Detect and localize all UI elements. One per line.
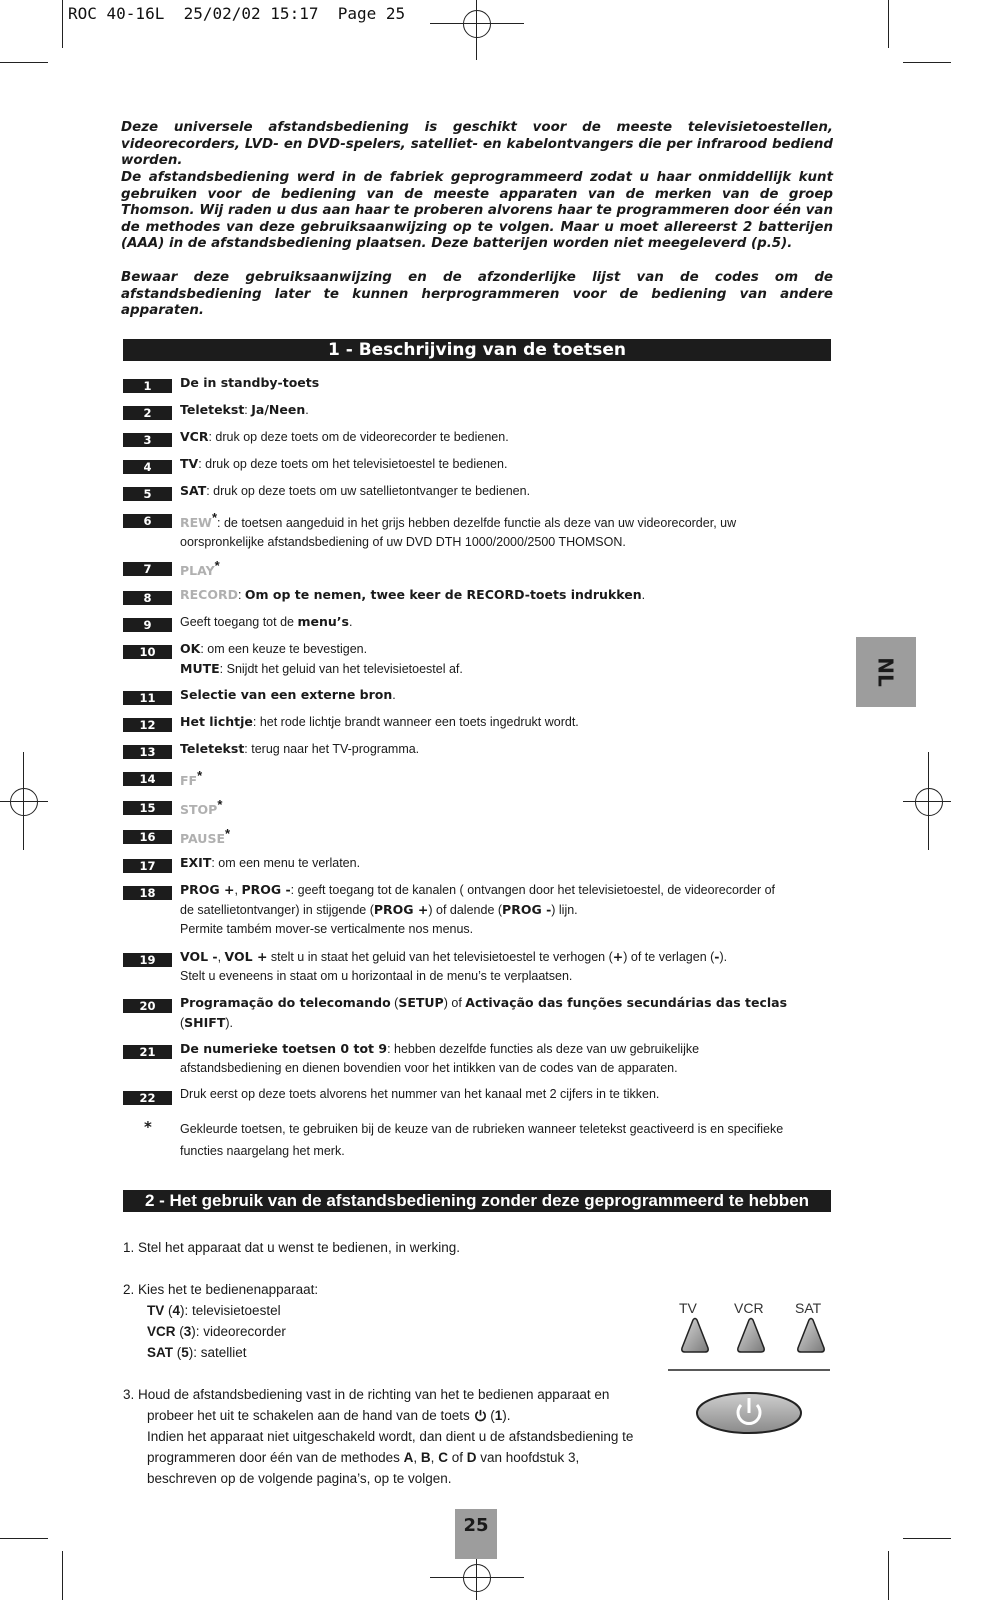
key-description: TV: druk op deze toets om het televisietoestel te bedienen. [180, 456, 508, 471]
key-description: PAUSE* [180, 826, 231, 847]
key-number: 12 [123, 718, 172, 732]
key-number: 9 [123, 618, 172, 632]
crop-mark [0, 62, 48, 63]
key-description: SAT: druk op deze toets om uw satellietontvanger te bedienen. [180, 483, 531, 498]
vcr-button-icon [738, 1319, 764, 1353]
registration-mark [915, 788, 943, 816]
section-2-title: 2 - Het gebruik van de afstandsbediening zonder deze geprogrammeerd te hebben [123, 1190, 831, 1212]
key-description: De numerieke toetsen 0 tot 9: hebben dezelfde functies als deze van uw gebruikelijke afstandsbediening en dienen bovendien voor het intikken van de codes van de apparaten. [180, 1041, 700, 1075]
vcr-label: VCR [734, 1300, 764, 1316]
key-number: 19 [123, 953, 172, 967]
tv-label: TV [679, 1300, 697, 1316]
key-number: 1 [123, 379, 172, 393]
key-number: 11 [123, 691, 172, 705]
key-description: De in standby-toets [180, 375, 320, 390]
key-number: 8 [123, 591, 172, 605]
key-description: EXIT: om een menu te verlaten. [180, 855, 361, 870]
key-number: 5 [123, 487, 172, 501]
registration-mark [10, 788, 38, 816]
crop-mark [903, 1538, 951, 1539]
key-number: 4 [123, 460, 172, 474]
registration-mark [430, 23, 524, 24]
key-number: 18 [123, 886, 172, 900]
key-description: STOP* [180, 797, 223, 818]
registration-mark [903, 801, 951, 802]
crop-mark [62, 0, 63, 48]
tv-button-icon [682, 1319, 708, 1353]
crop-mark [0, 1538, 48, 1539]
key-number: 16 [123, 830, 172, 844]
key-number: 2 [123, 406, 172, 420]
step-2: 2. Kies het te bedienenapparaat: TV (4): televisietoestel VCR (3): videorecorder SAT (5): satelliet [123, 1282, 319, 1360]
key-number: 6 [123, 514, 172, 528]
print-header: ROC 40-16L 25/02/02 15:17 Page 25 [68, 4, 406, 23]
sat-label: SAT [795, 1300, 822, 1316]
footnote-mark: * [144, 1118, 152, 1136]
step-1: 1. Stel het apparaat dat u wenst te bedienen, in werking. [123, 1240, 460, 1255]
registration-mark [463, 1564, 491, 1592]
footnote: Gekleurde toetsen, te gebruiken bij de keuze van de rubrieken wanneer teletekst geactiveerd is en specifieke functies naargelang het merk. [180, 1122, 784, 1158]
key-description: VOL -, VOL + stelt u in staat het geluid van het televisietoestel te verhogen (+) of te verlagen (-). Stelt u eveneens in staat om u horizontaal in de menu’s te verplaatsen. [180, 949, 728, 983]
registration-mark [476, 0, 477, 60]
key-number: 21 [123, 1045, 172, 1059]
key-description: OK: om een keuze te bevestigen. MUTE: Snijdt het geluid van het televisietoestel af. [180, 641, 463, 676]
key-number: 3 [123, 433, 172, 447]
crop-mark [888, 1551, 889, 1600]
key-number: 7 [123, 562, 172, 576]
sat-button-icon [798, 1319, 824, 1353]
key-number: 14 [123, 772, 172, 786]
intro-paragraph-3: Bewaar deze gebruiksaanwijzing en de afzonderlijke lijst van de codes om de afstandsbediening later te kunnen herprogrammeren voor de bediening van andere apparaten. [121, 270, 833, 318]
key-description: REW*: de toetsen aangeduid in het grijs hebben dezelfde functie als deze van uw videorecorder, uw oorspronkelijke afstandsbediening of uw DVD DTH 1000/2000/2500 THOMSON. [180, 510, 737, 550]
key-description: Druk eerst op deze toets alvorens het nummer van het kanaal met 2 cijfers in te tikken. [180, 1087, 660, 1101]
step-3: 3. Houd de afstandsbediening vast in de richting van het te bedienen apparaat en probeer het uit te schakelen aan de hand van de toets (1). Indien het apparaat niet uitgeschakeld wordt, dan dient u de afstandsbediening te programmeren door één van de methodes A, B, C of D van hoofdstuk 3, beschreven op de volgende pagina’s, op te volgen. [123, 1387, 634, 1486]
key-description: Geeft toegang tot de menu’s. [180, 614, 353, 629]
key-number: 22 [123, 1091, 172, 1105]
language-tab-label: NL [873, 657, 898, 687]
intro-paragraph-2: De afstandsbediening werd in de fabriek geprogrammeerd zodat u haar onmiddellijk kunt gebruiken voor de bediening van de meeste apparaten van de merken van de groep Thomson. Wij raden u dus aan haar te proberen alvorens haar te programmeren door één van de methodes van deze gebruiksaanwijzing op te volgen. Maar u moet allereerst 2 batterijen (AAA) in de afstandsbediening plaatsen. Deze batterijen worden niet meegeleverd (p.5). [121, 170, 833, 251]
crop-mark [903, 62, 951, 63]
key-number: 17 [123, 859, 172, 873]
registration-mark [430, 1577, 524, 1578]
standby-button-illustration [694, 1389, 804, 1437]
intro-paragraph-1: Deze universele afstandsbediening is geschikt voor de meeste televisietoestellen, videorecorders, LVD- en DVD-spelers, satelliet- en kabelontvangers die per infrarood bediend worden. [121, 120, 833, 168]
device-buttons-illustration [660, 1315, 830, 1375]
key-number: 15 [123, 801, 172, 815]
registration-mark [463, 10, 491, 38]
registration-mark [928, 752, 929, 850]
key-description: PROG +, PROG -: geeft toegang tot de kanalen ( ontvangen door het televisietoestel, de videorecorder of de satellietontvanger) in stijgende (PROG +) of dalende (PROG -) lijn. Permite também mover-se verticalmente nos menus. [180, 882, 776, 936]
key-description: Selectie van een externe bron. [180, 687, 396, 702]
key-number: 20 [123, 999, 172, 1013]
key-description: Het lichtje: het rode lichtje brandt wanneer een toets ingedrukt wordt. [180, 714, 579, 729]
section-1-title: 1 - Beschrijving van de toetsen [123, 339, 831, 361]
key-description: PLAY* [180, 558, 220, 579]
registration-mark [23, 752, 24, 850]
crop-mark [888, 0, 889, 48]
key-description: VCR: druk op deze toets om de videorecorder te bedienen. [180, 429, 509, 444]
key-description: FF* [180, 768, 203, 789]
registration-mark [0, 801, 48, 802]
power-icon [474, 1409, 487, 1422]
page-number: 25 [455, 1509, 497, 1559]
key-number: 13 [123, 745, 172, 759]
key-description: Teletekst: Ja/Neen. [180, 402, 309, 417]
key-description: Programação do telecomando (SETUP) of Activação das funções secundárias das teclas (SHIFT). [180, 995, 788, 1030]
key-description: Teletekst: terug naar het TV-programma. [180, 741, 420, 756]
key-number: 10 [123, 645, 172, 659]
crop-mark [62, 1551, 63, 1600]
key-description: RECORD: Om op te nemen, twee keer de RECORD-toets indrukken. [180, 587, 646, 602]
